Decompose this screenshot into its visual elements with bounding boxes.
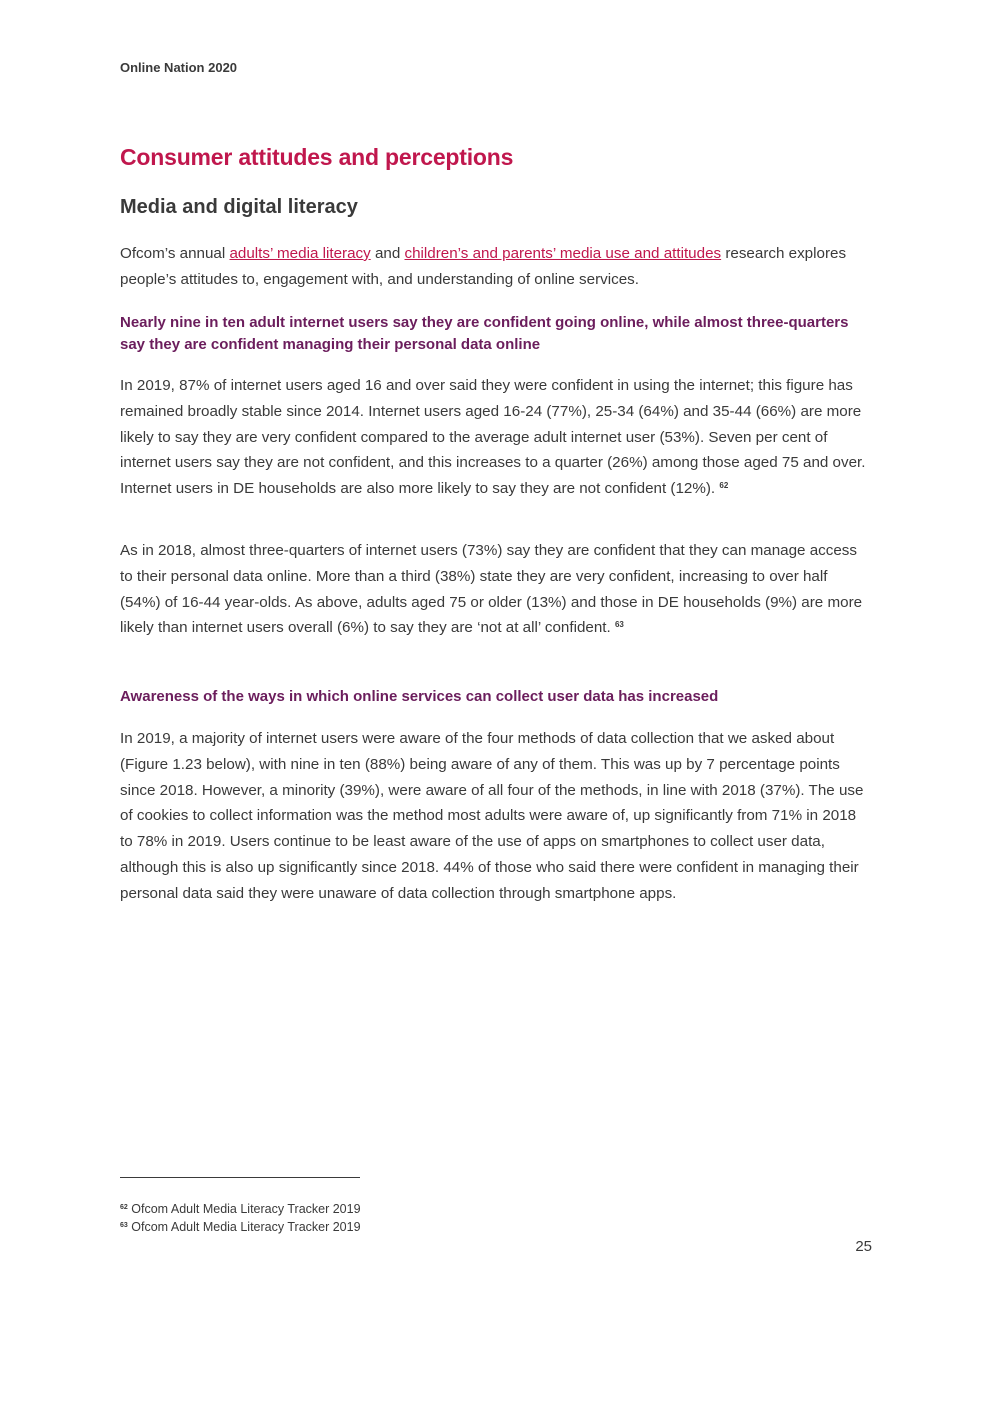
footnote-text: Ofcom Adult Media Literacy Tracker 2019 [127, 1220, 361, 1234]
footnote-ref-63[interactable]: 63 [614, 620, 624, 630]
footnote-63 [120, 1218, 520, 1236]
document-page [120, 0, 872, 1403]
childrens-media-use-link[interactable]: children’s and parents’ media use and attitudes [404, 245, 722, 262]
footnote-text: Ofcom Adult Media Literacy Tracker 2019 [127, 1202, 361, 1216]
subsection-title: Media and digital literacy [120, 196, 358, 218]
section-title: Consumer attitudes and perceptions [120, 144, 514, 170]
key-finding-heading-confidence: Nearly nine in ten adult internet users say they are confident going online, while almost three-quarters say they are confident managing their personal data online [120, 314, 849, 353]
page-number: 25 [855, 1238, 872, 1255]
intro-text-after: research explores people’s attitudes to, engagement with, and understanding of online services. [120, 245, 847, 288]
footnote-62 [120, 1200, 520, 1218]
footnote-divider [120, 1177, 360, 1178]
personal-data-paragraph [120, 538, 872, 641]
confidence-paragraph [120, 373, 872, 502]
footnote-marker: 62 [120, 1204, 128, 1211]
running-header: Online Nation 2020 [120, 60, 238, 75]
intro-paragraph [120, 241, 872, 293]
personal-data-paragraph-text: As in 2018, almost three-quarters of internet users (73%) say they are confident that they can manage access to their personal data online. More than a third (38%) state they are very confident, increasing to over half (54%) of 16-44 year-olds. As above, adults aged 75 or older (13%) and those in DE households (9%) are more likely than internet users overall (6%) to say they are ‘not at all’ confident. [120, 542, 863, 637]
awareness-paragraph: In 2019, a majority of internet users were aware of the four methods of data collection that we asked about (Figure 1.23 below), with nine in ten (88%) being aware of any of them. This was up by 7 percentage points since 2018. However, a minority (39%), were aware of all four of the methods, in line with 2018 (37%). The use of cookies to collect information was the method most adults were aware of, up significantly from 71% in 2018 to 78% in 2019. Users continue to be least aware of the use of apps on smartphones to collect user data, although this is also up significantly since 2018. 44% of those who said there were confident in managing their personal data said they were unaware of data collection through smartphone apps. [120, 730, 864, 902]
intro-text-before: Ofcom’s annual [120, 245, 230, 262]
adults-media-literacy-link[interactable]: adults’ media literacy [229, 245, 371, 262]
key-finding-heading-awareness: Awareness of the ways in which online services can collect user data has increased [120, 688, 719, 705]
footnote-ref-62[interactable]: 62 [719, 481, 729, 491]
footnotes [120, 1200, 520, 1236]
footnote-marker: 63 [120, 1222, 128, 1229]
confidence-paragraph-text: In 2019, 87% of internet users aged 16 and over said they were confident in using the internet; this figure has remained broadly stable since 2014. Internet users aged 16-24 (77%), 25-34 (64%) and 35-44 (66%) are more likely to say they are very confident compared to the average adult internet user (53%). Seven per cent of internet users say they are not confident, and this increases to a quarter (26%) among those aged 75 and over. Internet users in DE households are also more likely to say they are not confident (12%). [120, 377, 866, 498]
intro-text-between: and [370, 245, 405, 262]
